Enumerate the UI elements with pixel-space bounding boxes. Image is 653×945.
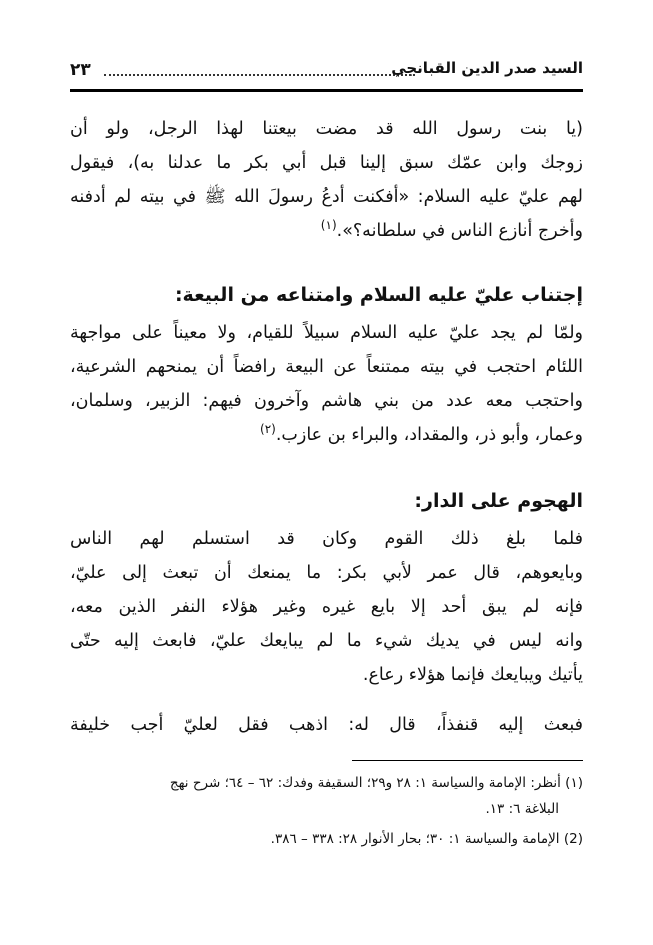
paragraph-1 <box>70 112 583 248</box>
section-heading-attack: الهجوم على الدار: <box>414 490 583 512</box>
paragraph-line: وبايعوهم، قال عمر لأبي بكر: ما يمنعك أن تبعث إلى عليّ، <box>70 563 583 583</box>
page-number: ٢٣ <box>70 60 91 80</box>
header-rule <box>70 89 583 92</box>
paragraph-4 <box>70 708 583 742</box>
header-leader-dots <box>104 74 415 76</box>
paragraph-line: زوجك وابن عمّك سبق إلينا قبل أبي بكر ما عدلنا به)، فيقول <box>70 153 583 173</box>
paragraph-line <box>70 418 583 452</box>
paragraph-line: (يا بنت رسول الله قد مضت بيعتنا لهذا الرجل، ولو أن <box>70 119 583 139</box>
footnote-2 <box>70 826 583 852</box>
footnote-line: البلاغة ٦: ١٣. <box>485 801 559 817</box>
paragraph-line: وانه ليس في يديك شيء ما لم يبايعك عليّ، فابعث إليه حتّى <box>70 631 583 651</box>
paragraph-line-text: وأخرج أنازع الناس في سلطانه؟». <box>336 221 583 241</box>
header-title: السيد صدر الدين القبانجي <box>391 59 583 77</box>
paragraph-3 <box>70 522 583 692</box>
footnote-ref-1[interactable]: (١) <box>320 218 337 233</box>
footnote-separator <box>352 760 583 761</box>
paragraph-2 <box>70 316 583 452</box>
section-heading-abstention: إجتناب عليّ عليه السلام وامتناعه من البيعة: <box>174 284 583 306</box>
paragraph-line: فلما بلغ ذلك القوم وكان قد استسلم لهم الناس <box>70 529 583 549</box>
running-header <box>70 58 583 84</box>
paragraph-line: واحتجب معه عدد من بني هاشم وآخرون فيهم: الزبير، وسلمان، <box>70 391 583 411</box>
paragraph-line: فبعث إليه قنفذاً، قال له: اذهب فقل لعليّ أجب خليفة <box>70 715 583 735</box>
footnote-line: (2) الإمامة والسياسة ١: ٣٠؛ بحار الأنوار ٢٨: ٣٣٨ – ٣٨٦. <box>270 831 583 847</box>
footnote-1 <box>70 770 583 822</box>
paragraph-line-text: وعمار، وأبو ذر، والمقداد، والبراء بن عازب. <box>275 425 583 445</box>
paragraph-line: ولمّا لم يجد عليّ عليه السلام سبيلاً للقيام، ولا معيناً على مواجهة <box>70 323 583 343</box>
paragraph-line: اللئام احتجب في بيته ممتنعاً عن البيعة رافضاً أن يمنحهم الشرعية، <box>70 357 583 377</box>
paragraph-line <box>70 214 583 248</box>
footnote-ref-2[interactable]: (٢) <box>260 422 276 437</box>
paragraph-line: فإنه لم يبق أحد إلا بايع غيره وغير هؤلاء النفر الذين معه، <box>70 597 583 617</box>
paragraph-line: يأتيك ويبايعك فإنما هؤلاء رعاع. <box>362 665 583 685</box>
paragraph-line: لهم عليّ عليه السلام: «أفكنت أدعُ رسولَ الله ﷺ في بيته لم أدفنه <box>70 187 583 207</box>
footnote-line: (١) أنظر: الإمامة والسياسة ١: ٢٨ و٢٩؛ السقيفة وفدك: ٦٢ – ٦٤؛ شرح نهج <box>169 775 583 791</box>
